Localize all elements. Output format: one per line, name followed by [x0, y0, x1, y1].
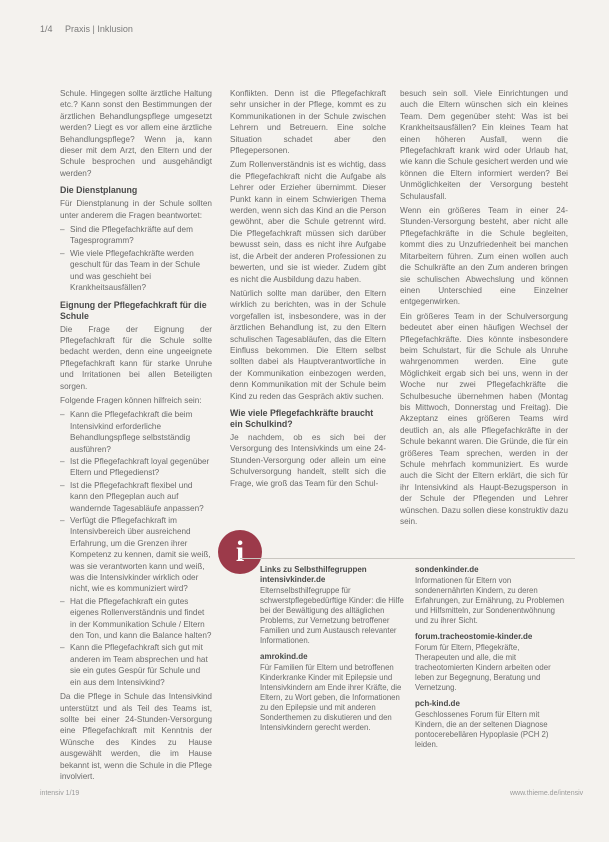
paragraph: Für Dienstplanung in der Schule sollten unter anderem die Fragen beantwortet:: [60, 199, 212, 220]
link-title[interactable]: pch-kind.de: [415, 699, 460, 708]
link-description: Für Familien für Eltern und betroffenen Kinderkranke Kinder mit Epilepsie und Intensivkindern am Ende ihrer Kräfte, die Eltern, zu Wort geben, die Informationen zu den Epilepsie und mit anderen Sonderthemen zu diskutieren und den Intensivkindern gerecht werden.: [260, 663, 402, 732]
link-entry: [415, 565, 565, 626]
paragraph: Folgende Fragen können hilfreich sein:: [60, 395, 202, 405]
list-item: – Kann die Pflegefachkraft die beim Intensivkind erforderliche Behandlungspflege selbstständig ausführen?: [70, 409, 212, 455]
heading-eignung: Eignung der Pflegefachkraft für die Schule: [60, 299, 207, 321]
info-icon: i: [218, 530, 262, 574]
info-box-links: [240, 558, 575, 749]
link-entry: [260, 565, 408, 646]
list-item: – Ist die Pflegefachkraft flexibel und kann den Pflegeplan auch auf wandernde Tagesabläufe anpassen?: [70, 480, 212, 514]
list-item: – Verfügt die Pflegefachkraft im Intensivbereich über ausreichend Erfahrung, um die Grenzen ihrer Kompetenz zu kennen, damit sie weiß, was sie verantworten kann und weiß, was die Intensivkinder wirklich oder nicht, wie es kommuniziert wird?: [70, 515, 212, 595]
info-column-1: [260, 565, 408, 739]
paragraph: Die Frage der Eignung der Pflegefachkraft für die Schule sollte bedacht werden, denn eine ungeeignete Pflegefachkraft kann für starke Unruhe und Irritationen bei allen Beteiligten sorgen.: [60, 324, 212, 391]
list-fragen: [60, 409, 212, 688]
footer-left: intensiv 1/19: [40, 790, 80, 797]
paragraph: Da die Pflege in Schule das Intensivkind unterstützt und als Teil des Teams ist, sollte bei einer 24-Stunden-Versorgung eine Pflegefachkraft mit Kenntnis der Wünsche des Kindes zu Hause ausgewählt werden, die im Hause bekannt ist, wenn die Schule in die Pflege involviert.: [60, 692, 212, 781]
running-head: [40, 24, 133, 34]
heading-wie-viele: Wie viele Pflegefachkräfte braucht ein Schulkind?: [230, 407, 374, 429]
list-item: – Ist die Pflegefachkraft loyal gegenüber Eltern und Pflegedienst?: [70, 456, 212, 479]
list-item: – Sind die Pflegefachkräfte auf dem Tagesprogramm?: [70, 224, 212, 247]
paragraph: Konflikten. Denn ist die Pflegefachkraft sehr unsicher in der Pflege, kommt es zu Kommunikationen in der Schule zwischen Lehrern und Betreuern. Eine solche Situation schadet aber den Pflegepersonen.: [230, 89, 386, 156]
list-item: – Wie viele Pflegefachkräfte werden geschult für das Team in der Schule und was geschieht bei Krankheitsausfällen?: [70, 248, 212, 294]
link-entry: [415, 699, 565, 750]
paragraph: Natürlich sollte man darüber, den Eltern wirklich zu berichten, was in der Schule vorgefallen ist, insbesondere, was in der ärztlichen Behandlung ist, zu den Eltern schulischen Tagesabläufen, das die Eltern Einfluss bekommen. Die Eltern selbst sollten dabei als Hauptverantwortliche in der Kommunikation einbezogen werden, denn Kommunikation mit der Schule beim Kind zu reden das Gespräch aktiv suchen.: [230, 288, 386, 401]
text-column-2: [230, 88, 386, 492]
section-title: Praxis | Inklusion: [65, 24, 133, 34]
list-dienstplanung: [60, 224, 212, 293]
link-title[interactable]: amrokind.de: [260, 652, 308, 661]
text-column-3: [400, 88, 568, 530]
paragraph: besuch sein soll. Viele Einrichtungen und auch die Eltern wünschen sich ein kleines Team. Dem gegenüber steht: Was ist bei Krankheitsausfällen? Ein kleines Team hat einen höheren Ausfall, wenn die Pflegefachkraft krank wird oder Urlaub hat, wie kann die Schule gesichert werden und wie können die Eltern informiert werden? Bei Unmöglichkeiten der Versorgung besteht Schulausfall.: [400, 89, 568, 201]
link-description: Forum für Eltern, Pflegekräfte, Therapeuten und alle, die mit tracheotomierten Kindern arbeiten oder leben zur Begegnung, Beratung und Vernetzung.: [415, 643, 551, 692]
link-entry: [415, 632, 565, 693]
paragraph: Ein größeres Team in der Schulversorgung bedeutet aber einen häufigen Wechsel der Pflegefachkräfte. Dies könnte insbesondere beim Schulstart, für die Schule als Unruhe wahrgenommen werden. Eine gute Möglichkeit ergab sich bei uns, wenn in der Woche nur zwei Pflegefachkräfte die Schulbesuche übernehmen haben (Montag bis Mittwoch, Donnerstag und Freitag). Die Akzeptanz eines größeren Teams wird deutlich an, als alle Pflegefachkräfte in der Schule bekannt waren. Die Gründe, die für ein größeres Team sprechen, werden in der Schule mehrfach kommuniziert. Es wurde auch die Sicht der Eltern erklärt, die sich für ihr Intensivkind als Haupt-Bezugsperson in der Schule der Pflegenden und Lehrer wünschen. Dazu sollen diese konstruktiv dazu sein.: [400, 311, 568, 527]
link-description: Informationen für Eltern von sondenernährten Kindern, zu deren Erfahrungen, zur Ernährung, zu Problemen und Hilfsmitteln, zur Sondenentwöhnung und zu ihrer Sicht.: [415, 576, 565, 625]
footer-right: www.thieme.de/intensiv: [510, 790, 584, 797]
link-entry: [260, 652, 408, 733]
page-number: 1/4: [40, 24, 53, 34]
paragraph: Schule. Hingegen sollte ärztliche Haltung etc.? Kann sonst den Bestimmungen der ärztlichen Behandlungspflege umgesetzt werden? Liegt es vor allem eine ärztliche Behandlungspflege? Wenn ja, kann dieser mit dem Arzt, den Eltern und der Schule besprochen und ausgehändigt werden?: [60, 89, 212, 178]
link-title[interactable]: sondenkinder.de: [415, 565, 479, 574]
list-item: – Hat die Pflegefachkraft ein gutes eigenes Rollenverständnis und findet in der Kommunikation Schule / Eltern den Ton, und kann die Balance halten?: [70, 596, 212, 642]
text-column-1: [60, 88, 212, 785]
heading-dienstplanung: Die Dienstplanung: [60, 185, 138, 196]
info-column-2: [415, 565, 565, 756]
link-title[interactable]: Links zu Selbsthilfegruppen intensivkinder.de: [260, 565, 367, 584]
list-item: – Kann die Pflegefachkraft sich gut mit anderen im Team absprechen und hat sie ein gutes Gespür für Schule und ein aus dem Intensivkind?: [70, 642, 212, 688]
paragraph: Wenn ein größeres Team in einer 24-Stunden-Versorgung besteht, aber nicht alle Pflegefachkräfte in die Schule begleiten, kommt dies zu Unzufriedenheit bei manchen Mitarbeitern führen. Zum einen wollen auch die Schulkräfte an den Zum anderen bringen sie schulischen Abwechslung und können einen Unterschied eine Einzelner entgegenwirken.: [400, 206, 568, 307]
paragraph: Je nachdem, ob es sich bei der Versorgung des Intensivkinds um eine 24-Stunden-Versorgung oder allein um eine Schulversorgung handelt, stellt sich die Frage, wie groß das Team für den Schul-: [230, 432, 386, 488]
link-description: Elternselbsthilfegruppe für schwerstpflegebedürftige Kinder: die Hilfe bei der Bewältigung des alltäglichen Problems, zur Vernetzung betroffener Familien und zum Austausch relevanter Informationen.: [260, 586, 404, 645]
paragraph: Zum Rollenverständnis ist es wichtig, dass die Pflegefachkraft nicht die Aufgabe als Lehrer oder Erzieher übernimmt. Dieser Punkt kann in einem Schwierigen Thema werden, wenn sich das Kind an die Person gewöhnt, aber die Schule getrennt wird. Die Pflegefachkraft müssen sich darüber bewusst sein, dass es nicht ihre Aufgabe ist, die Arbeit der anderen Professionen zu bewerten, und sie ist wieder. Zudem gibt es nicht die Ausbildung dazu haben.: [230, 160, 386, 284]
link-title[interactable]: forum.tracheostomie-kinder.de: [415, 632, 533, 641]
link-description: Geschlossenes Forum für Eltern mit Kindern, die an der seltenen Diagnose pontocerebellären Hypoplasie (PCH 2) leiden.: [415, 710, 549, 749]
